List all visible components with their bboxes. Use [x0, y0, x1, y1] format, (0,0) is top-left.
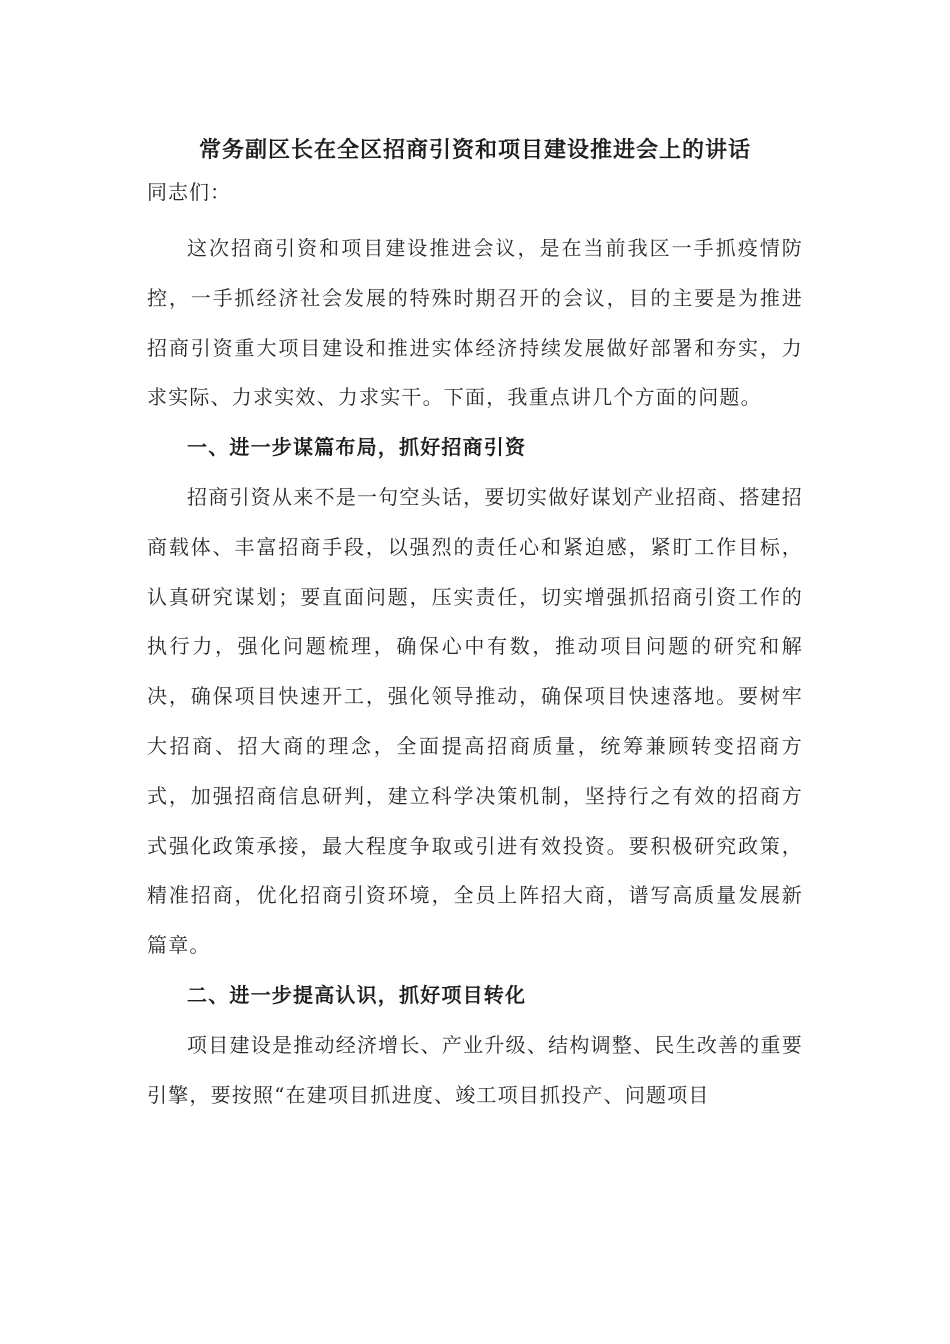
- document-title: 常务副区长在全区招商引资和项目建设推进会上的讲话: [198, 137, 751, 163]
- salutation: 同志们：: [147, 180, 231, 204]
- section-2-paragraph: 项目建设是推动经济增长、产业升级、结构调整、民生改善的重要引擎，要按照“在建项目抓进度、竣工项目抓投产、问题项目: [147, 1032, 803, 1107]
- intro-paragraph: 这次招商引资和项目建设推进会议，是在当前我区一手抓疫情防控，一手抓经济社会发展的特殊时期召开的会议，目的主要是为推进招商引资重大项目建设和推进实体经济持续发展做好部署和夯实，力求实际、力求实效、力求实干。下面，我重点讲几个方面的问题。: [147, 236, 803, 410]
- section-2-heading: 二、进一步提高认识，抓好项目转化: [187, 982, 527, 1007]
- section-1-heading: 一、进一步谋篇布局，抓好招商引资: [187, 435, 527, 460]
- document-body: [147, 128, 803, 1120]
- section-1-paragraph: 招商引资从来不是一句空头话，要切实做好谋划产业招商、搭建招商载体、丰富招商手段，以强烈的责任心和紧迫感，紧盯工作目标，认真研究谋划；要直面问题，压实责任，切实增强抓招商引资工作的执行力，强化问题梳理，确保心中有数，推动项目问题的研究和解决，确保项目快速开工，强化领导推动，确保项目快速落地。要树牢大招商、招大商的理念，全面提高招商质量，统筹兼顾转变招商方式，加强招商信息研判，建立科学决策机制，坚持行之有效的招商方式强化政策承接，最大程度争取或引进有效投资。要积极研究政策，精准招商，优化招商引资环境，全员上阵招大商，谱写高质量发展新篇章。: [147, 484, 803, 958]
